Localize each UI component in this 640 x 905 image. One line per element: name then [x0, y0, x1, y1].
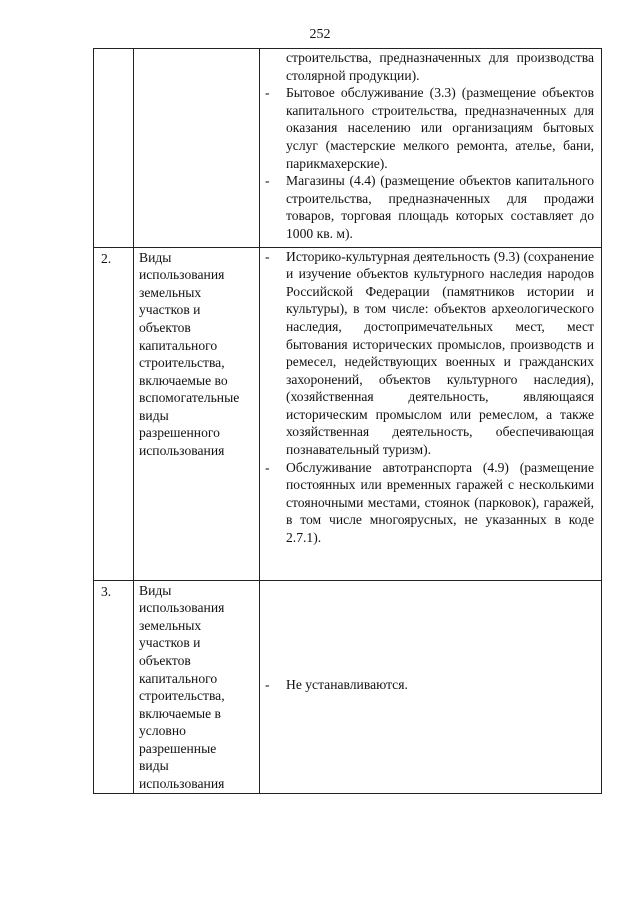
row-category: Виды использования земельных участков и объектов капитального строительства, включаемые в условно разрешенные виды использования — [134, 580, 260, 793]
row-values — [260, 247, 602, 580]
table-row — [94, 247, 602, 580]
row-number: 3. — [94, 580, 134, 793]
list-item: - Бытовое обслуживание (3.3) (размещение объектов капитального строительства, предназначенных для оказания населению или организациям бытовых услуг (мастерские мелкого ремонта, ателье, бани, парикмахерские). — [265, 85, 594, 171]
row-number — [94, 49, 134, 248]
list-item: - Обслуживание автотранспорта (4.9) (размещение постоянных или временных гаражей с несколькими стояночными местами, стоянок (парковок), гаражей, в том числе многоярусных, не указанных в коде 2.7.1). — [265, 459, 594, 546]
zoning-table — [93, 48, 602, 794]
row-category: Виды использования земельных участков и объектов капитального строительства, включаемые во вспомогательные виды разрешенного использования — [134, 247, 260, 580]
table-row — [94, 580, 602, 793]
page-number: 252 — [309, 27, 331, 42]
row-category — [134, 49, 260, 248]
row-values — [260, 49, 602, 248]
row-number: 2. — [94, 247, 134, 580]
row-values — [260, 580, 602, 793]
list-item: - Не устанавливаются. — [265, 676, 408, 692]
table-row — [94, 49, 602, 248]
list-item: - Историко-культурная деятельность (9.3) (сохранение и изучение объектов культурного наследия народов Российской Федерации (памятников истории и культуры), в том числе: объектов археологического наследия, достопримечательных мест, мест бытования исторических промыслов, производств и ремесел, недействующих военных и гражданских захоронений, объектов культурного наследия), (хозяйственная деятельность, являющаяся историческим промыслом или ремеслом, а также хозяйственная деятельность, обеспечивающая познавательный туризм). — [265, 248, 594, 458]
list-item: - Магазины (4.4) (размещение объектов капитального строительства, предназначенных для продажи товаров, торговая площадь которых составляет до 1000 кв. м). — [265, 173, 594, 241]
list-item: строительства, предназначенных для производства столярной продукции). — [286, 50, 594, 83]
